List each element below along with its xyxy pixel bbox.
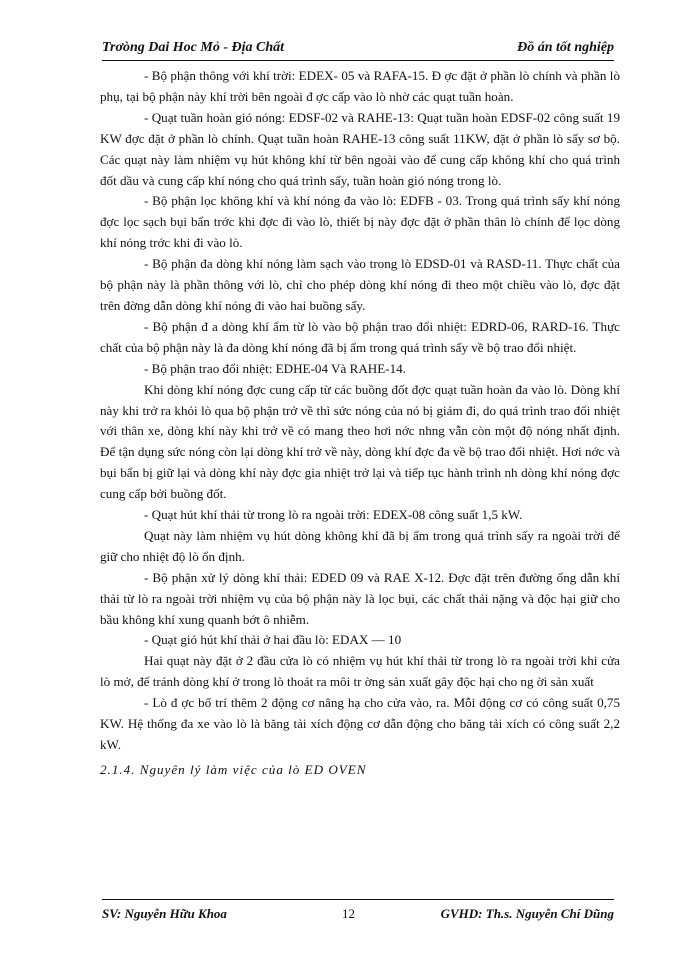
header-divider xyxy=(102,60,614,61)
paragraph: Khi dòng khí nóng đợc cung cấp từ các buồng đốt đợc quạt tuần hoàn đa vào lò. Dòng khí này khi trở ra khỏi lò qua bộ phận trở về thì sức nóng của nó bị giảm đi, do quá trình trao đổi nhiệt với thân xe, dòng khí này khi trở về có mang theo hơi nớc nhng vẫn còn một độ nóng nhất định. Để tận dụng sức nóng còn lại dòng khí trở về này, dòng khí đợc đa về bộ trao đổi nhiệt. Hơi nớc và bụi bẩn bị giữ lại và dòng khí này đợc gia nhiệt trở lại và tiếp tục hành trình nh dòng khí nóng đợc cung cấp bởi buồng đốt. xyxy=(100,381,620,502)
paragraph: - Bộ phận đa dòng khí nóng làm sạch vào trong lò EDSD-01 và RASD-11. Thực chất của bộ phận này là phần thông với lò, chỉ cho phép dòng khí nóng đi theo một chiều vào lò, đợc đặt trên đờng dẫn dòng khí nóng đi vào hai buồng sấy. xyxy=(100,256,620,313)
paragraph: - Quạt gió hút khí thải ở hai đầu lò: EDAX — 10 xyxy=(144,632,402,648)
header-doc-type: Đồ án tốt nghiệp xyxy=(517,40,614,55)
paragraph: - Bộ phận thông với khí trời: EDEX- 05 và RAFA-15. Đ ợc đặt ở phần lò chính và phần lò phụ, tại bộ phận này khí trời bên ngoài đ ợc cấp vào lò nhờ các quạt tuần hoàn. xyxy=(100,68,620,104)
paragraph: - Quạt hút khí thải từ trong lò ra ngoài trời: EDEX-08 công suất 1,5 kW. xyxy=(144,507,523,523)
page-number: 12 xyxy=(342,906,355,921)
footer-divider xyxy=(102,899,614,900)
paragraph: - Bộ phận xử lý dòng khí thải: EDED 09 và RAE X-12. Đợc đặt trên đường ống dẫn khí thải từ lò ra ngoài trời nhiệm vụ của bộ phận này là lọc bụi, các chất thải nặng và độc hại giữ cho bầu không khí xung quanh bớt ô nhiễm. xyxy=(100,569,620,627)
paragraph: Hai quạt này đặt ở 2 đầu cửa lò có nhiệm vụ hút khí thải từ trong lò ra ngoài trời khi cửa lò mở, để tránh dòng khí ở trong lò thoát ra môi tr ờng sản xuất gây độc hại cho ng ời sản xuất xyxy=(100,653,620,690)
section-subheading: 2.1.4. Nguyên lý làm việc của lò ED OVEN xyxy=(100,761,367,777)
page-header xyxy=(102,40,614,60)
paragraph: - Bộ phận đ a dòng khí ẩm từ lò vào bộ phận trao đổi nhiệt: EDRD-06, RARD-16. Thực chất của bộ phận này là đa dòng khí nóng đã bị ẩm trong quá trình sấy về bộ trao đổi nhiệt. xyxy=(100,318,620,355)
paragraph: - Quạt tuần hoàn gió nóng: EDSF-02 và RAHE-13: Quạt tuần hoàn EDSF-02 công suất 19 KW đợc đặt ở phần lò chính. Quạt tuần hoàn RAHE-13 công suất 11KW, đặt ở phần lò sấy sơ bộ. Các quạt này làm nhiệm vụ hút không khí từ bên ngoài vào để cung cấp không khí cho quá trình đốt dầu và cung cấp khí nóng cho quá trình sấy, tuần hoàn gió nóng trong lò. xyxy=(100,109,620,188)
footer-advisor: GVHD: Th.s. Nguyễn Chí Dũng xyxy=(440,906,614,921)
footer-student: SV: Nguyễn Hữu Khoa xyxy=(102,906,227,921)
paragraph: - Lò đ ợc bố trí thêm 2 động cơ nâng hạ cho cửa vào, ra. Mỗi động cơ có công suất 0,75 KW. Hệ thống đa xe vào lò là băng tải xích động cơ dẫn động cho băng tải xích có công suất 2,2 kW. xyxy=(100,695,620,752)
header-school: Trơòng Dai Hoc Mỏ - Địa Chất xyxy=(102,40,285,55)
page-footer xyxy=(102,906,614,926)
paragraph: - Bộ phận lọc không khí và khí nóng đa vào lò: EDFB - 03. Trong quá trình sấy khí nóng đợc lọc sạch bụi bẩn trớc khi đợc đi vào lò, thiết bị này đợc đặt ở phần thân lò chính để lọc dòng khí nóng trớc khi đi vào lò. xyxy=(100,193,620,251)
paragraph: - Bộ phận trao đổi nhiệt: EDHE-04 Và RAHE-14. xyxy=(144,360,406,376)
paragraph: Quạt này làm nhiệm vụ hút dòng không khí đã bị ẩm trong quá trình sấy ra ngoài trời để giữ cho nhiệt độ lò ổn định. xyxy=(100,527,620,564)
body-text xyxy=(100,66,620,781)
